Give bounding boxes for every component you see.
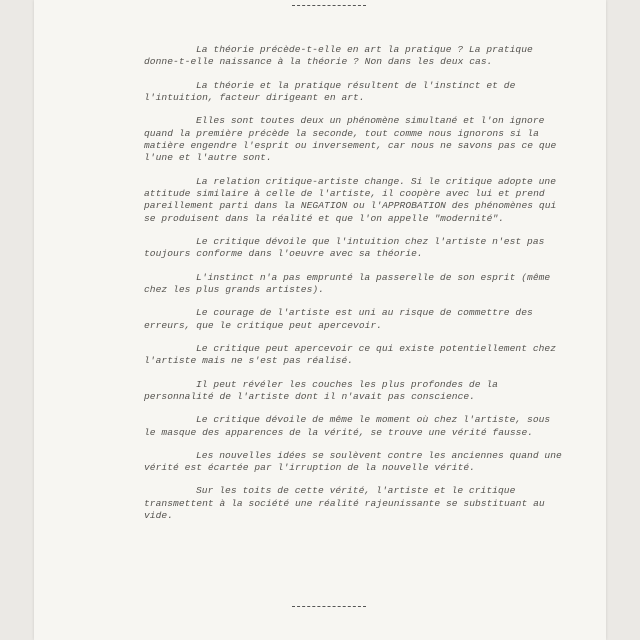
paragraph: La théorie et la pratique résultent de l'instinct et de l'intuition, facteur dirigeant en art. [144, 79, 516, 104]
top-separator [292, 5, 366, 6]
paragraph: Le courage de l'artiste est uni au risque de commettre des erreurs, que le critique peut apercevoir. [144, 307, 533, 331]
paragraph: Les nouvelles idées se soulèvent contre les anciennes quand une vérité est écartée par l'irruption de la nouvelle vérité. [144, 449, 562, 474]
paragraph: La théorie précède-t-elle en art la pratique ? La pratique donne-t-elle naissance à la théorie ? Non dans les deux cas. [144, 44, 533, 68]
document-page [34, 0, 606, 640]
paragraph: Le critique dévoile de même le moment où chez l'artiste, sous le masque des apparences de la vérité, se trouve une vérité fausse. [144, 414, 551, 438]
paragraph: Il peut révéler les couches les plus profondes de la personnalité de l'artiste dont il n'avait pas conscience. [144, 378, 498, 402]
paragraph: La relation critique-artiste change. Si le critique adopte une attitude similaire à celle de l'artiste, il coopère avec lui et prend pareillement parti dans la NEGATION ou l'APPROBATION des phénomènes qui se produisent dans la réalité et que l'on appelle "modernité". [144, 175, 557, 224]
bottom-separator [292, 606, 366, 607]
paragraph: Elles sont toutes deux un phénomène simultané et l'on ignore quand la première précède la seconde, tout comme nous ignorons si la matière engendre l'esprit ou inversement, car nous ne savons pas ce que l'une et l'autre sont. [144, 115, 557, 164]
document-body [144, 44, 564, 533]
paragraph: Le critique dévoile que l'intuition chez l'artiste n'est pas toujours conforme dans l'oeuvre avec sa théorie. [144, 236, 545, 260]
paragraph: L'instinct n'a pas emprunté la passerelle de son esprit (même chez les plus grands artistes). [144, 271, 551, 296]
paragraph: Le critique peut apercevoir ce qui existe potentiellement chez l'artiste mais ne s'est pas réalisé. [144, 342, 557, 367]
paragraph: Sur les toits de cette vérité, l'artiste et le critique transmettent à la société une réalité rajeunissante se substituant au vide. [144, 485, 545, 522]
